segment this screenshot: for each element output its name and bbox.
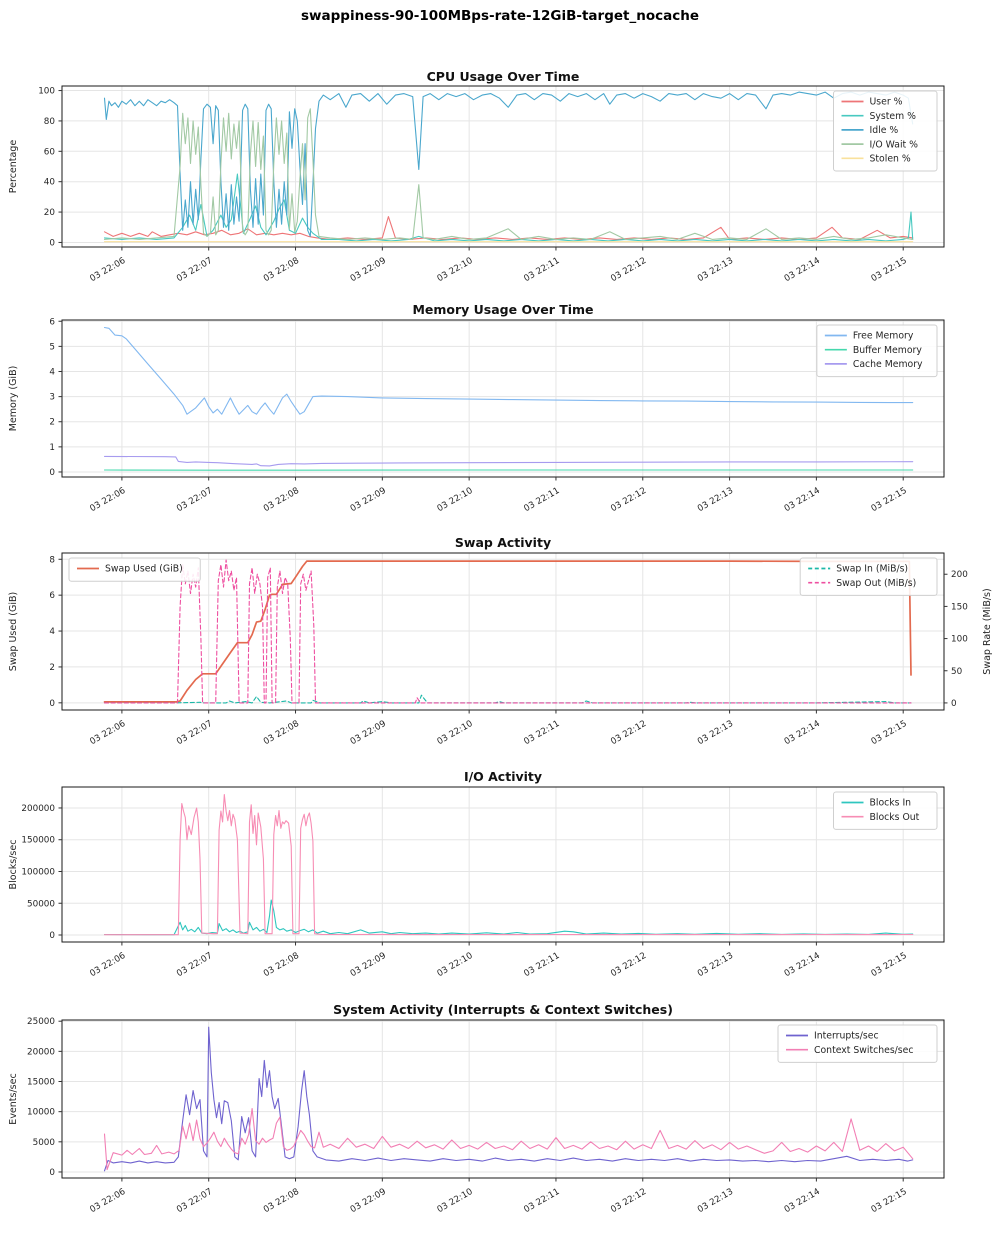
legend-label: Stolen % bbox=[869, 153, 911, 165]
y-tick-label: 40 bbox=[43, 177, 55, 188]
y-tick-label: 6 bbox=[49, 591, 55, 602]
chart-title-system: System Activity (Interrupts & Context Switches) bbox=[333, 1002, 673, 1017]
legend bbox=[800, 558, 937, 595]
io-activity-plot bbox=[0, 757, 1000, 1005]
legend-label: Idle % bbox=[869, 125, 899, 137]
y-tick-label: 15000 bbox=[27, 1077, 55, 1088]
y-tick-label: 3 bbox=[49, 392, 55, 403]
x-tick-label: 03 22:13 bbox=[696, 255, 736, 285]
x-tick-label: 03 22:08 bbox=[261, 718, 302, 748]
series-swap-in-mib-s bbox=[105, 695, 912, 703]
system-activity-plot bbox=[0, 990, 1000, 1234]
y-tick-label: 100000 bbox=[21, 867, 55, 878]
right-y-axis-label: Swap Rate (MiB/s) bbox=[982, 588, 993, 675]
right-y-tick-label: 0 bbox=[951, 698, 957, 709]
y-tick-label: 60 bbox=[43, 147, 55, 158]
series-blocks-out bbox=[105, 795, 913, 935]
x-tick-label: 03 22:09 bbox=[348, 485, 388, 515]
x-tick-label: 03 22:06 bbox=[88, 718, 128, 748]
x-tick-label: 03 22:06 bbox=[88, 950, 128, 980]
x-tick-label: 03 22:13 bbox=[696, 485, 736, 515]
legend-label: Swap Out (MiB/s) bbox=[836, 577, 917, 589]
right-y-tick-label: 50 bbox=[951, 666, 963, 677]
x-tick-label: 03 22:07 bbox=[175, 1186, 215, 1216]
x-tick-label: 03 22:11 bbox=[522, 485, 562, 515]
y-axis-label: Swap Used (GiB) bbox=[8, 591, 19, 672]
series-free-memory bbox=[105, 328, 913, 415]
y-axis-label: Events/sec bbox=[8, 1073, 19, 1125]
y-tick-label: 8 bbox=[49, 555, 55, 566]
x-tick-label: 03 22:13 bbox=[696, 1186, 736, 1216]
x-tick-label: 03 22:14 bbox=[782, 485, 822, 515]
y-tick-label: 5000 bbox=[32, 1137, 55, 1148]
y-tick-label: 2 bbox=[49, 662, 55, 673]
series-cache-memory bbox=[105, 456, 913, 466]
y-tick-label: 6 bbox=[49, 317, 55, 328]
axes bbox=[8, 1017, 909, 1215]
legend bbox=[834, 91, 938, 171]
x-tick-label: 03 22:07 bbox=[175, 255, 215, 285]
x-tick-label: 03 22:13 bbox=[696, 950, 736, 980]
x-tick-label: 03 22:07 bbox=[175, 950, 215, 980]
y-axis-label: Percentage bbox=[8, 139, 19, 194]
y-tick-label: 20000 bbox=[27, 1047, 55, 1058]
y-tick-label: 50000 bbox=[27, 899, 55, 910]
x-tick-label: 03 22:15 bbox=[869, 950, 909, 980]
x-tick-label: 03 22:10 bbox=[435, 950, 475, 980]
x-tick-label: 03 22:11 bbox=[522, 950, 562, 980]
x-tick-label: 03 22:14 bbox=[782, 950, 822, 980]
y-tick-label: 0 bbox=[49, 467, 55, 478]
y-axis-label: Memory (GiB) bbox=[8, 365, 19, 432]
right-y-tick-label: 200 bbox=[951, 570, 968, 581]
legend bbox=[69, 558, 200, 581]
chart-title-swap: Swap Activity bbox=[454, 535, 552, 550]
x-tick-label: 03 22:08 bbox=[261, 1186, 302, 1216]
legend-label: Free Memory bbox=[852, 330, 914, 342]
series-user bbox=[105, 217, 913, 240]
legend-label: System % bbox=[869, 110, 916, 122]
legend-label: I/O Wait % bbox=[869, 139, 918, 151]
legend bbox=[817, 325, 937, 377]
legend-label: Buffer Memory bbox=[852, 344, 922, 356]
legend-label: User % bbox=[869, 96, 903, 108]
plot-border bbox=[62, 320, 944, 477]
y-tick-label: 80 bbox=[43, 116, 55, 127]
series-group bbox=[105, 328, 913, 471]
y-tick-label: 0 bbox=[49, 238, 55, 249]
y-tick-label: 10000 bbox=[27, 1107, 55, 1118]
grid bbox=[62, 787, 944, 942]
x-tick-label: 03 22:08 bbox=[261, 255, 302, 285]
plot-border bbox=[62, 787, 944, 942]
y-tick-label: 4 bbox=[49, 367, 55, 378]
x-tick-label: 03 22:12 bbox=[609, 485, 649, 515]
x-tick-label: 03 22:07 bbox=[175, 485, 215, 515]
legend-label: Swap In (MiB/s) bbox=[836, 563, 909, 575]
legend-label: Context Switches/sec bbox=[814, 1044, 914, 1056]
chart-title-io: I/O Activity bbox=[463, 769, 543, 784]
right-y-tick-label: 100 bbox=[951, 634, 968, 645]
legend bbox=[834, 792, 938, 829]
x-tick-label: 03 22:11 bbox=[522, 1186, 562, 1216]
x-tick-label: 03 22:12 bbox=[609, 1186, 649, 1216]
series-idle bbox=[105, 92, 913, 236]
legend-label: Blocks Out bbox=[869, 811, 920, 823]
y-tick-label: 5 bbox=[49, 342, 55, 353]
legend-label: Interrupts/sec bbox=[814, 1030, 879, 1042]
x-tick-label: 03 22:13 bbox=[696, 718, 736, 748]
x-tick-label: 03 22:07 bbox=[175, 718, 215, 748]
x-tick-label: 03 22:10 bbox=[435, 485, 475, 515]
x-tick-label: 03 22:10 bbox=[435, 255, 475, 285]
x-tick-label: 03 22:09 bbox=[348, 718, 388, 748]
x-tick-label: 03 22:15 bbox=[869, 718, 909, 748]
legend bbox=[778, 1025, 937, 1062]
y-tick-label: 2 bbox=[49, 417, 55, 428]
x-tick-label: 03 22:10 bbox=[435, 718, 475, 748]
x-tick-label: 03 22:15 bbox=[869, 255, 909, 285]
x-tick-label: 03 22:09 bbox=[348, 255, 388, 285]
swap-activity-plot bbox=[0, 523, 1000, 773]
chart-title-cpu: CPU Usage Over Time bbox=[426, 69, 580, 84]
x-tick-label: 03 22:06 bbox=[88, 255, 128, 285]
x-tick-label: 03 22:11 bbox=[522, 255, 562, 285]
x-tick-label: 03 22:11 bbox=[522, 718, 562, 748]
legend-label: Swap Used (GiB) bbox=[105, 563, 183, 575]
plot-border bbox=[62, 86, 944, 247]
legend-label: Cache Memory bbox=[852, 359, 923, 371]
x-tick-label: 03 22:09 bbox=[348, 950, 388, 980]
y-tick-label: 25000 bbox=[27, 1017, 55, 1028]
x-tick-label: 03 22:15 bbox=[869, 1186, 909, 1216]
chart-title-memory: Memory Usage Over Time bbox=[412, 302, 594, 317]
series-i-o-wait bbox=[105, 109, 913, 240]
series-system bbox=[105, 174, 913, 241]
series-blocks-in bbox=[105, 900, 913, 935]
x-tick-label: 03 22:10 bbox=[435, 1186, 475, 1216]
axes bbox=[8, 804, 909, 979]
x-tick-label: 03 22:06 bbox=[88, 1186, 128, 1216]
y-tick-label: 200000 bbox=[21, 803, 55, 814]
y-tick-label: 20 bbox=[43, 208, 55, 219]
y-tick-label: 0 bbox=[49, 931, 55, 942]
legend-label: Blocks In bbox=[869, 797, 912, 809]
x-tick-label: 03 22:14 bbox=[782, 1186, 822, 1216]
x-tick-label: 03 22:12 bbox=[609, 255, 649, 285]
figure-title: swappiness-90-100MBps-rate-12GiB-target_nocache bbox=[301, 8, 699, 24]
x-tick-label: 03 22:15 bbox=[869, 485, 909, 515]
y-tick-label: 4 bbox=[49, 627, 55, 638]
y-tick-label: 0 bbox=[49, 698, 55, 709]
y-axis-label: Blocks/sec bbox=[8, 839, 19, 890]
cpu-usage-plot bbox=[0, 55, 1000, 305]
x-tick-label: 03 22:08 bbox=[261, 485, 302, 515]
y-tick-label: 100 bbox=[38, 86, 55, 97]
memory-usage-plot bbox=[0, 290, 1000, 538]
x-tick-label: 03 22:08 bbox=[261, 950, 302, 980]
right-y-tick-label: 150 bbox=[951, 602, 968, 613]
x-tick-label: 03 22:12 bbox=[609, 950, 649, 980]
y-tick-label: 150000 bbox=[21, 835, 55, 846]
x-tick-label: 03 22:09 bbox=[348, 1186, 388, 1216]
x-tick-label: 03 22:12 bbox=[609, 718, 649, 748]
series-group bbox=[105, 795, 913, 935]
series-group bbox=[105, 92, 913, 242]
x-tick-label: 03 22:14 bbox=[782, 255, 822, 285]
x-tick-label: 03 22:14 bbox=[782, 718, 822, 748]
axes bbox=[8, 87, 909, 285]
grid bbox=[62, 86, 944, 247]
x-tick-label: 03 22:06 bbox=[88, 485, 128, 515]
grid bbox=[62, 320, 944, 477]
y-tick-label: 0 bbox=[49, 1167, 55, 1178]
y-tick-label: 1 bbox=[49, 442, 55, 453]
